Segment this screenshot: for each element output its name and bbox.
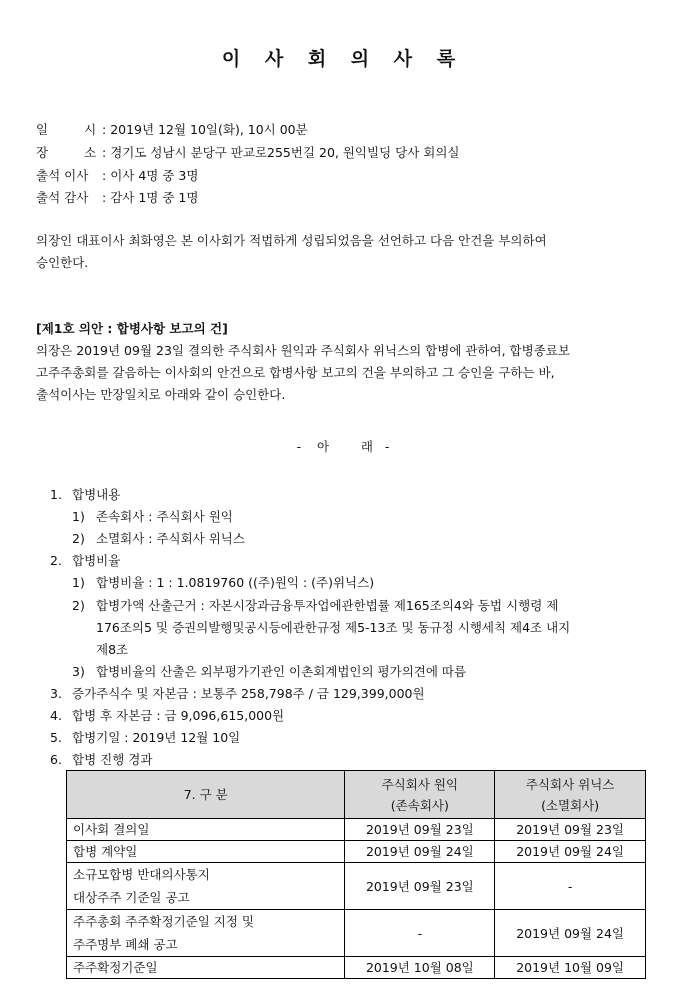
header-category: 7. 구 분: [67, 771, 345, 819]
info-label-date-2: 시: [84, 122, 97, 137]
agenda-body-line: 고주주총회를 갈음하는 이사회의 안건으로 합병사항 보고의 건을 부의하고 그 승인을 구하는 바,: [36, 365, 555, 380]
table-header-row: [67, 771, 646, 819]
info-sep: :: [102, 190, 107, 205]
header-wonik: 주식회사 원익 (존속회사): [345, 771, 495, 819]
agenda-body-line: 출석이사는 만장일치로 아래와 같이 승인한다.: [36, 387, 286, 402]
document-title: 이 사 회 의 사 록: [221, 48, 465, 70]
item-5: 5. 합병기일 : 2019년 12월 10일: [50, 730, 241, 745]
info-value-datetime: 2019년 12월 10일(화), 10시 00분: [110, 122, 308, 137]
item-2-sub-2-cont: 176조의5 및 증권의발행및공시등에관한규정 제5-13조 및 동규정 시행세칙 제4조 내지: [96, 620, 571, 635]
item-2-sub-2: 2) 합병가액 산출근거 : 자본시장과금융투자업에관한법률 제165조의4와 동법 시행령 제: [72, 598, 559, 613]
info-value-auditors: 감사 1명 중 1명: [110, 190, 199, 205]
table-row: 소규모합병 반대의사통지 대상주주 기준일 공고 2019년 09월 23일 -: [67, 863, 646, 910]
table-row: 주주확정기준일 2019년 10월 08일 2019년 10월 09일: [67, 957, 646, 979]
info-sep: :: [102, 145, 107, 160]
below-mark: - 아 래 -: [296, 439, 390, 454]
info-place: [36, 144, 459, 162]
info-directors: [36, 167, 198, 185]
info-auditors: [36, 189, 198, 207]
item-3: 3. 증가주식수 및 자본금 : 보통주 258,798주 / 금 129,399,000원: [50, 686, 425, 701]
info-label-place-2: 소: [84, 145, 97, 160]
info-label-date-1: 일: [36, 122, 49, 137]
info-value-place: 경기도 성남시 분당구 판교로255번길 20, 원익빌딩 당사 회의실: [110, 145, 460, 160]
info-datetime: [36, 121, 308, 139]
agenda-body-line: 의장은 2019년 09월 23일 결의한 주식회사 원익과 주식회사 위닉스의 합병에 관하여, 합병종료보: [36, 343, 570, 358]
header-winix: 주식회사 위닉스 (소멸회사): [495, 771, 646, 819]
info-value-directors: 이사 4명 중 3명: [110, 168, 199, 183]
item-2-label: 합병비율: [72, 553, 121, 568]
table-row: 이사회 결의일 2019년 09월 23일 2019년 09월 23일: [67, 819, 646, 841]
item-6: 6. 합병 진행 경과: [50, 752, 153, 767]
agenda-section: [36, 318, 636, 406]
item-1-label: 합병내용: [72, 487, 121, 502]
item-2-sub-1: 1) 합병비율 : 1 : 1.0819760 ((주)원익 : (주)위닉스): [72, 575, 375, 590]
merger-progress-table: [66, 770, 646, 979]
table-row: 주주총회 주주확정기준일 지정 및 주주명부 폐쇄 공고 - 2019년 09월 24일: [67, 910, 646, 957]
opening-statement: 의장인 대표이사 최화영은 본 이사회가 적법하게 성립되었음을 선언하고 다음 안건을 부의하여 승인한다.: [36, 233, 547, 270]
item-2-sub-2-cont: 제8조: [96, 642, 129, 657]
item-1-sub-2: 2) 소멸회사 : 주식회사 위닉스: [72, 531, 245, 546]
table-row: 합병 계약일 2019년 09월 24일 2019년 09월 24일: [67, 841, 646, 863]
info-label-place-1: 장: [36, 145, 49, 160]
item-2-sub-3: 3) 합병비율의 산출은 외부평가기관인 이촌회계법인의 평가의견에 따름: [72, 664, 467, 679]
item-1: 1. 합병내용: [50, 487, 121, 502]
info-label-directors: 출석 이사: [36, 168, 89, 183]
item-2: 2. 합병비율: [50, 553, 121, 568]
info-sep: :: [102, 122, 107, 137]
info-sep: :: [102, 168, 107, 183]
item-4: 4. 합병 후 자본금 : 금 9,096,615,000원: [50, 708, 285, 723]
item-1-sub-1: 1) 존속회사 : 주식회사 원익: [72, 509, 233, 524]
info-label-auditors: 출석 감사: [36, 190, 89, 205]
agenda-title: [제1호 의안 : 합병사항 보고의 건]: [36, 321, 228, 336]
